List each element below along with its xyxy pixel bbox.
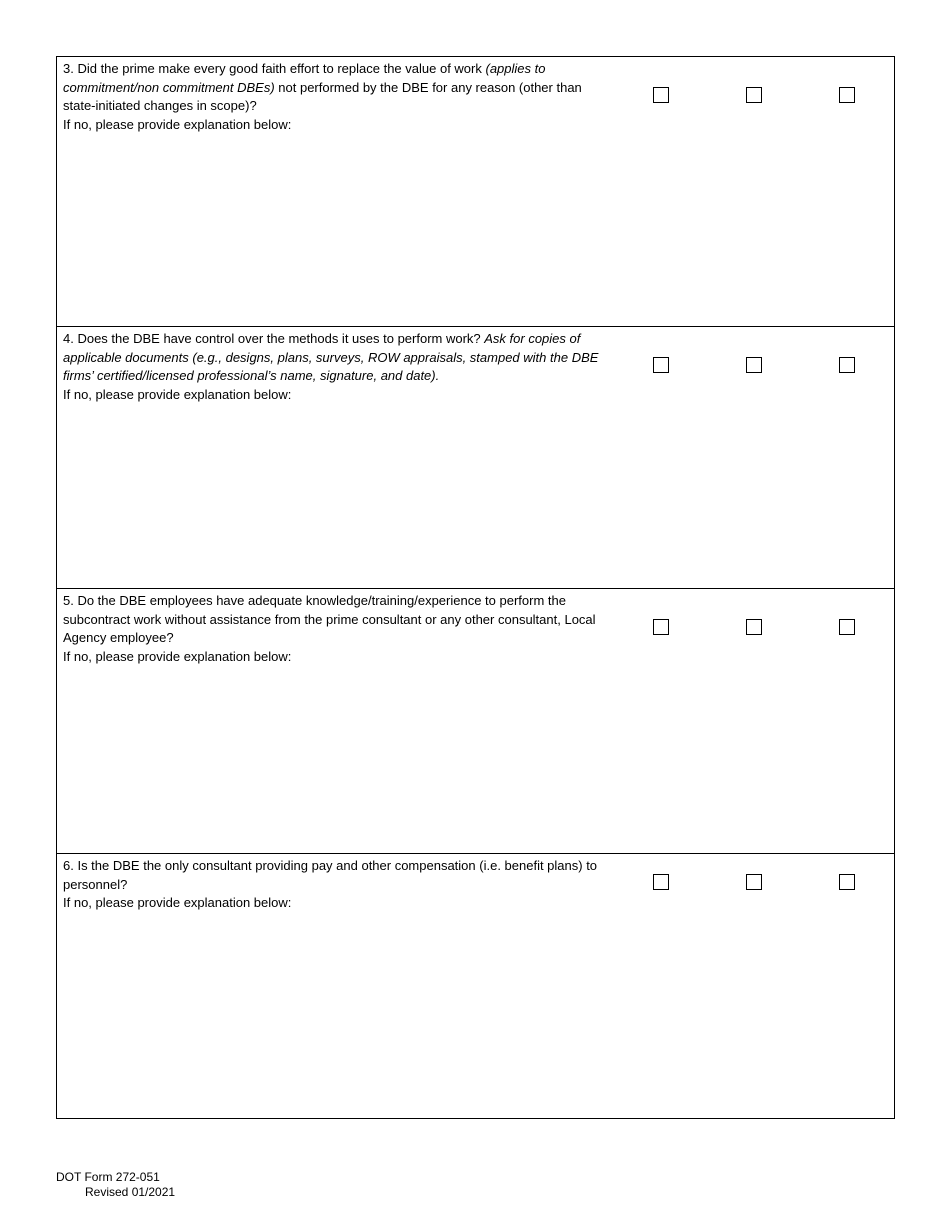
- checkbox-q4-option-1[interactable]: [653, 357, 669, 373]
- question-text-6: [63, 857, 611, 913]
- explanation-field-q5[interactable]: [63, 679, 888, 847]
- question-prompt-4: [63, 330, 611, 386]
- questionnaire-table: [56, 56, 895, 1119]
- explanation-field-q3[interactable]: [63, 147, 888, 320]
- checkbox-q6-option-3[interactable]: [839, 874, 855, 890]
- question-main-text: 5. Do the DBE employees have adequate knowledge/training/experience to perform the subcontract work without assistance from the prime consultant or any other consultant, Local Agency employee?: [63, 593, 596, 646]
- question-italic-note: Ask for copies of applicable documents (e.g., designs, plans, surveys, ROW appraisals, stamped with the DBE firms’ certified/licensed professional’s name, signature, and date).: [63, 331, 599, 384]
- checkbox-q5-option-1[interactable]: [653, 619, 669, 635]
- question-tail-text: not performed by the DBE for any reason (other than state-initiated changes in scope)?: [63, 79, 582, 114]
- form-id: DOT Form 272-051: [56, 1170, 160, 1184]
- question-text-3: [63, 60, 611, 134]
- question-prompt-5: [63, 592, 611, 648]
- explanation-prompt: If no, please provide explanation below:: [63, 386, 292, 402]
- question-main-text: 6. Is the DBE the only consultant providing pay and other compensation (i.e. benefit plans) to personnel?: [63, 858, 598, 892]
- revision-date: Revised 01/2021: [85, 1185, 176, 1199]
- question-main-text: 3. Did the prime make every good faith effort to replace the value of work: [63, 61, 486, 76]
- checkbox-q5-option-3[interactable]: [839, 619, 855, 635]
- checkbox-q4-option-2[interactable]: [746, 357, 762, 373]
- question-italic-note: (applies to commitment/non commitment DBEs): [63, 61, 546, 95]
- explanation-field-q6[interactable]: [63, 918, 888, 1112]
- checkbox-q5-option-2[interactable]: [746, 619, 762, 635]
- explanation-prompt: If no, please provide explanation below:: [63, 116, 292, 132]
- checkbox-q6-option-1[interactable]: [653, 874, 669, 890]
- explanation-prompt: If no, please provide explanation below:: [63, 648, 292, 664]
- question-row-3: [57, 57, 894, 327]
- checkbox-q4-option-3[interactable]: [839, 357, 855, 373]
- form-footer: [56, 1170, 175, 1200]
- explanation-field-q4[interactable]: [63, 417, 888, 582]
- checkbox-q6-option-2[interactable]: [746, 874, 762, 890]
- question-row-5: [57, 589, 894, 854]
- checkbox-q3-option-3[interactable]: [839, 87, 855, 103]
- checkbox-q3-option-2[interactable]: [746, 87, 762, 103]
- question-text-4: [63, 330, 611, 404]
- checkbox-q3-option-1[interactable]: [653, 87, 669, 103]
- explanation-prompt: If no, please provide explanation below:: [63, 895, 292, 911]
- question-main-text: 4. Does the DBE have control over the methods it uses to perform work?: [63, 331, 485, 346]
- question-row-4: [57, 327, 894, 589]
- question-row-6: [57, 854, 894, 1118]
- question-prompt-6: [63, 857, 611, 894]
- question-prompt-3: [63, 60, 611, 116]
- question-text-5: [63, 592, 611, 666]
